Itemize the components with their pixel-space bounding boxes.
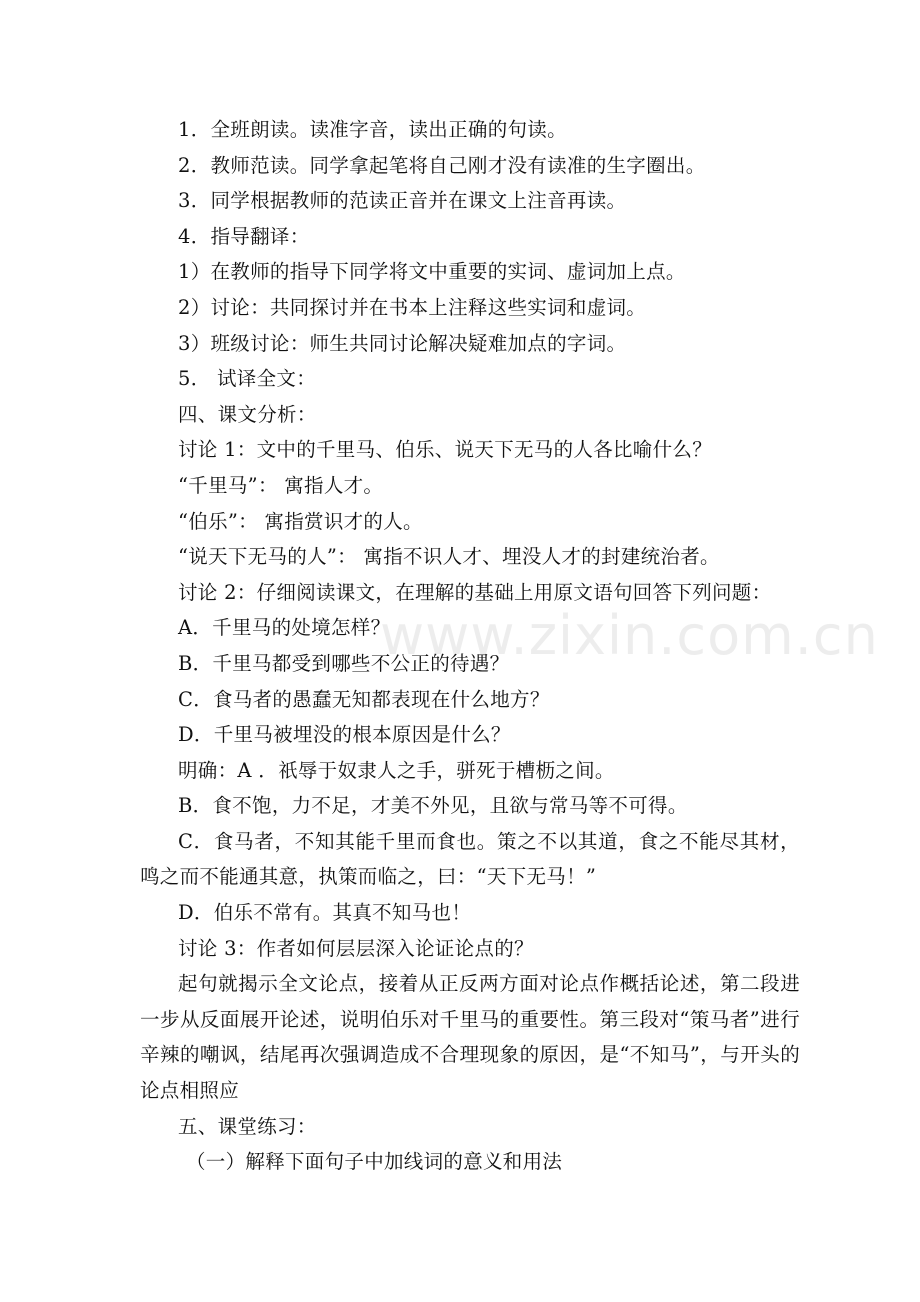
question-d: D．千里马被埋没的根本原因是什么？ (178, 723, 511, 747)
list-item-translation-guide: 4．指导翻译： (178, 224, 310, 248)
section-heading-exercise: 五、课堂练习： (178, 1114, 317, 1138)
answer-c: C．食马者，不知其能千里而食也。策之不以其道，食之不能尽其材，鸣之而不能通其意，执策而临之，曰：“天下无马！” (140, 829, 800, 889)
answer-b: B．食不饱，力不足，才美不外见，且欲与常马等不可得。 (178, 794, 688, 818)
list-item-translate-text: 5． 试译全文： (178, 367, 317, 391)
answer-a: 明确：A ．祇辱于奴隶人之手，骈死于槽枥之间。 (178, 758, 615, 782)
answer-d: D．伯乐不常有。其真不知马也！ (178, 901, 472, 925)
discussion-3-answer: 起句就揭示全文论点，接着从正反两方面对论点作概括论述，第二段进一步从反面展开论述，说明伯乐对千里马的重要性。第三段对“策马者”进行辛辣的嘲讽，结尾再次强调造成不合理现象的原因，是“不知马”，与开头的论点相照应 (140, 972, 800, 1103)
sub-item-class-discussion: 3）班级讨论：师生共同讨论解决疑难加点的字词。 (178, 331, 627, 355)
list-item-teacher-reading: 2．教师范读。同学拿起笔将自己刚才没有读准的生字圈出。 (178, 153, 706, 177)
discussion-1-question: 讨论 1：文中的千里马、伯乐、说天下无马的人各比喻什么？ (178, 438, 713, 462)
discussion-3-question: 讨论 3：作者如何层层深入论证论点的？ (178, 936, 534, 960)
exercise-1-title: （一）解释下面句子中加线词的意义和用法 (186, 1150, 563, 1174)
list-item-read-aloud: 1．全班朗读。读准字音，读出正确的句读。 (178, 118, 567, 141)
question-b: B．千里马都受到哪些不公正的待遇？ (178, 651, 510, 675)
question-c: C．食马者的愚蠢无知都表现在什么地方？ (178, 687, 550, 711)
sub-item-mark-words: 1）在教师的指导下同学将文中重要的实词、虚词加上点。 (178, 260, 686, 284)
list-item-pronunciation: 3．同学根据教师的范读正音并在课文上注音再读。 (178, 189, 627, 213)
question-a: A．千里马的处境怎样？ (178, 616, 391, 640)
answer-bole: “伯乐”： 寓指赏识才的人。 (178, 509, 423, 533)
section-heading-analysis: 四、课文分析： (178, 402, 317, 426)
answer-ruler: “说天下无马的人”： 寓指不识人才、埋没人才的封建统治者。 (178, 545, 720, 569)
sub-item-discussion: 2）讨论：共同探讨并在书本上注释这些实词和虚词。 (178, 295, 647, 319)
answer-qianlima: “千里马”： 寓指人才。 (178, 473, 384, 497)
watermark: www.zixin.com.cn (380, 604, 879, 667)
discussion-2-question: 讨论 2：仔细阅读课文，在理解的基础上用原文语句回答下列问题： (178, 580, 772, 604)
